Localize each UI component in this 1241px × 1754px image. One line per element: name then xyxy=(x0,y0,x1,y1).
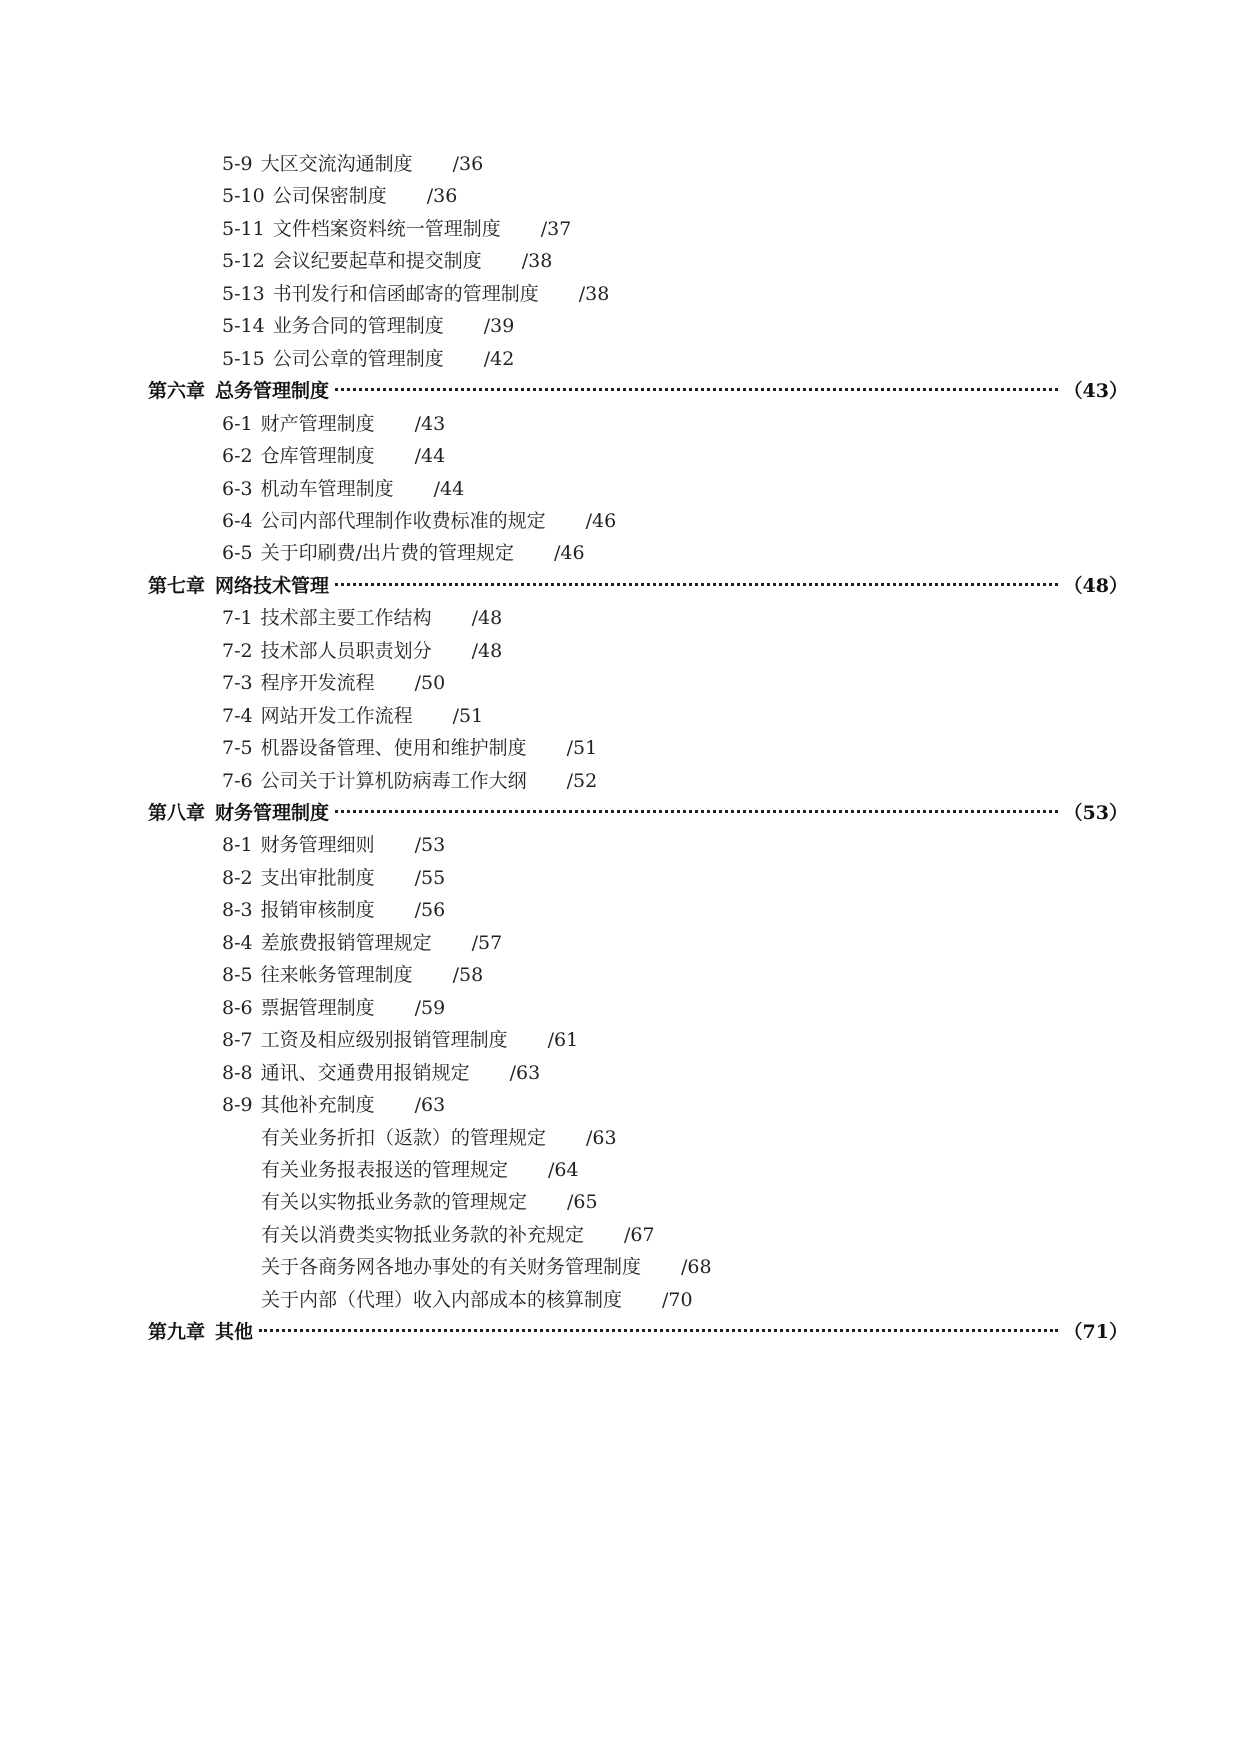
entry-page-number: /57 xyxy=(471,931,503,954)
entry-page-number: /38 xyxy=(521,250,553,273)
entry-title: 有关业务报表报送的管理规定 xyxy=(261,1158,509,1181)
entry-number: 8-9 xyxy=(222,1094,253,1117)
entry-title: 书刊发行和信函邮寄的管理制度 xyxy=(272,282,539,305)
chapter-label: 第六章 xyxy=(148,380,206,403)
entry-title: 大区交流沟通制度 xyxy=(260,153,413,175)
chapter-page-number: （53） xyxy=(1063,802,1128,824)
entry-title: 财产管理制度 xyxy=(260,412,375,435)
toc-entry xyxy=(222,734,597,762)
entry-number: 8-7 xyxy=(222,1029,253,1052)
entry-title: 通讯、交通费用报销规定 xyxy=(260,1061,470,1084)
toc-entry xyxy=(222,345,514,373)
entry-number: 8-1 xyxy=(222,834,253,857)
entry-number: 5-9 xyxy=(222,153,253,175)
chapter-title: 网络技术管理 xyxy=(215,574,330,597)
entry-page-number: /63 xyxy=(414,1094,446,1117)
entry-page-number: /42 xyxy=(483,347,515,370)
entry-page-number: /37 xyxy=(540,217,572,240)
toc-sub-entry xyxy=(261,1156,579,1184)
entry-number: 7-1 xyxy=(222,607,253,630)
entry-number: 8-8 xyxy=(222,1061,253,1084)
entry-page-number: /51 xyxy=(452,704,484,727)
entry-title: 工资及相应级别报销管理制度 xyxy=(260,1029,508,1052)
entry-title: 关于各商务网各地办事处的有关财务管理制度 xyxy=(261,1256,642,1279)
entry-page-number: /52 xyxy=(566,769,598,792)
entry-title: 其他补充制度 xyxy=(260,1094,375,1117)
toc-entry xyxy=(222,247,552,275)
entry-title: 机动车管理制度 xyxy=(260,477,394,500)
chapter-title: 财务管理制度 xyxy=(215,802,330,824)
entry-number: 6-5 xyxy=(222,542,253,565)
toc-chapter xyxy=(148,1318,1128,1346)
entry-number: 5-14 xyxy=(222,315,265,338)
toc-sub-entry xyxy=(261,1253,712,1281)
toc-entry xyxy=(222,831,445,859)
entry-title: 有关以实物抵业务款的管理规定 xyxy=(261,1191,528,1214)
entry-page-number: /59 xyxy=(414,996,446,1019)
entry-page-number: /65 xyxy=(567,1191,598,1214)
toc-sub-entry xyxy=(261,1221,655,1249)
toc-entry xyxy=(222,702,483,730)
toc-entry xyxy=(222,961,483,989)
dot-leader xyxy=(335,810,1058,813)
entry-number: 7-6 xyxy=(222,769,253,792)
entry-title: 文件档案资料统一管理制度 xyxy=(272,217,501,240)
toc-entry xyxy=(222,1091,445,1119)
toc-entry xyxy=(222,929,502,957)
entry-number: 7-3 xyxy=(222,672,253,695)
entry-number: 8-5 xyxy=(222,964,253,987)
entry-title: 公司关于计算机防病毒工作大纲 xyxy=(260,769,527,792)
toc-sub-entry xyxy=(261,1188,598,1216)
toc-entry xyxy=(222,767,597,795)
entry-title: 业务合同的管理制度 xyxy=(272,315,444,338)
entry-number: 7-4 xyxy=(222,704,253,727)
toc-sub-entry xyxy=(261,1124,617,1152)
entry-number: 5-11 xyxy=(222,217,265,240)
toc-entry xyxy=(222,669,445,697)
entry-number: 5-10 xyxy=(222,185,265,208)
entry-number: 8-3 xyxy=(222,899,253,922)
entry-page-number: /63 xyxy=(509,1061,541,1084)
entry-page-number: /67 xyxy=(624,1223,655,1246)
entry-number: 6-4 xyxy=(222,509,253,532)
entry-title: 公司保密制度 xyxy=(272,185,387,208)
entry-page-number: /48 xyxy=(471,607,503,630)
entry-page-number: /44 xyxy=(414,445,446,468)
chapter-page-number: （43） xyxy=(1063,380,1128,403)
toc-entry xyxy=(222,864,445,892)
entry-number: 5-12 xyxy=(222,250,265,273)
entry-number: 6-1 xyxy=(222,412,253,435)
entry-title: 有关业务折扣（返款）的管理规定 xyxy=(261,1126,547,1149)
entry-title: 公司公章的管理制度 xyxy=(272,347,444,370)
entry-title: 技术部人员职责划分 xyxy=(260,639,432,662)
entry-title: 程序开发流程 xyxy=(260,672,375,695)
entry-number: 8-2 xyxy=(222,866,253,889)
entry-title: 关于内部（代理）收入内部成本的核算制度 xyxy=(261,1288,623,1311)
toc-entry xyxy=(222,442,445,470)
chapter-page-number: （48） xyxy=(1063,574,1128,597)
toc-entry xyxy=(222,215,571,243)
entry-page-number: /48 xyxy=(471,639,503,662)
entry-title: 财务管理细则 xyxy=(260,834,375,857)
entry-number: 6-2 xyxy=(222,445,253,468)
toc-entry xyxy=(222,896,445,924)
entry-page-number: /38 xyxy=(578,282,610,305)
entry-page-number: /51 xyxy=(566,737,598,760)
entry-page-number: /68 xyxy=(681,1256,712,1279)
toc-entry xyxy=(222,1059,540,1087)
entry-number: 6-3 xyxy=(222,477,253,500)
entry-title: 差旅费报销管理规定 xyxy=(260,931,432,954)
entry-page-number: /39 xyxy=(483,315,515,338)
dot-leader xyxy=(335,388,1058,391)
entry-number: 8-6 xyxy=(222,996,253,1019)
entry-page-number: /44 xyxy=(433,477,465,500)
entry-title: 报销审核制度 xyxy=(260,899,375,922)
entry-page-number: /55 xyxy=(414,866,446,889)
chapter-label: 第七章 xyxy=(148,574,206,597)
toc-entry xyxy=(222,539,585,567)
entry-number: 5-13 xyxy=(222,282,265,305)
entry-title: 网站开发工作流程 xyxy=(260,704,413,727)
entry-page-number: /53 xyxy=(414,834,446,857)
toc-entry xyxy=(222,410,445,438)
chapter-label: 第九章 xyxy=(148,1321,206,1344)
entry-page-number: /56 xyxy=(414,899,446,922)
entry-title: 技术部主要工作结构 xyxy=(260,607,432,630)
entry-title: 有关以消费类实物抵业务款的补充规定 xyxy=(261,1223,585,1246)
toc-entry xyxy=(222,604,502,632)
entry-page-number: /58 xyxy=(452,964,484,987)
chapter-title: 总务管理制度 xyxy=(215,380,330,403)
chapter-title: 其他 xyxy=(215,1321,254,1344)
entry-number: 8-4 xyxy=(222,931,253,954)
entry-page-number: /46 xyxy=(554,542,585,565)
toc-chapter xyxy=(148,377,1128,405)
entry-number: 5-15 xyxy=(222,347,265,370)
entry-page-number: /70 xyxy=(662,1288,693,1311)
toc-entry xyxy=(222,182,457,210)
entry-title: 往来帐务管理制度 xyxy=(260,964,413,987)
entry-page-number: /46 xyxy=(585,509,617,532)
chapter-label: 第八章 xyxy=(148,802,206,824)
dot-leader xyxy=(335,583,1058,586)
chapter-page-number: （71） xyxy=(1063,1321,1128,1344)
entry-title: 支出审批制度 xyxy=(260,866,375,889)
toc-entry xyxy=(222,507,616,535)
entry-number: 7-5 xyxy=(222,737,253,760)
entry-title: 会议纪要起草和提交制度 xyxy=(272,250,482,273)
toc-sub-entry xyxy=(261,1286,693,1314)
entry-page-number: /50 xyxy=(414,672,446,695)
toc-entry xyxy=(222,994,445,1022)
toc-entry xyxy=(222,280,609,308)
entry-title: 关于印刷费/出片费的管理规定 xyxy=(260,542,515,565)
toc-entry xyxy=(222,1026,578,1054)
entry-page-number: /36 xyxy=(426,185,458,208)
entry-page-number: /64 xyxy=(548,1158,579,1181)
dot-leader xyxy=(259,1329,1058,1332)
entry-page-number: /61 xyxy=(547,1029,579,1052)
toc-entry xyxy=(222,637,502,665)
toc-entry xyxy=(222,475,464,503)
toc-chapter xyxy=(148,799,1128,827)
toc-entry xyxy=(222,312,514,340)
entry-page-number: /36 xyxy=(452,153,484,175)
entry-page-number: /43 xyxy=(414,412,446,435)
entry-page-number: /63 xyxy=(586,1126,617,1149)
toc-entry xyxy=(222,150,483,178)
entry-number: 7-2 xyxy=(222,639,253,662)
entry-title: 票据管理制度 xyxy=(260,996,375,1019)
entry-title: 公司内部代理制作收费标准的规定 xyxy=(260,509,546,532)
toc-chapter xyxy=(148,572,1128,600)
entry-title: 仓库管理制度 xyxy=(260,445,375,468)
entry-title: 机器设备管理、使用和维护制度 xyxy=(260,737,527,760)
